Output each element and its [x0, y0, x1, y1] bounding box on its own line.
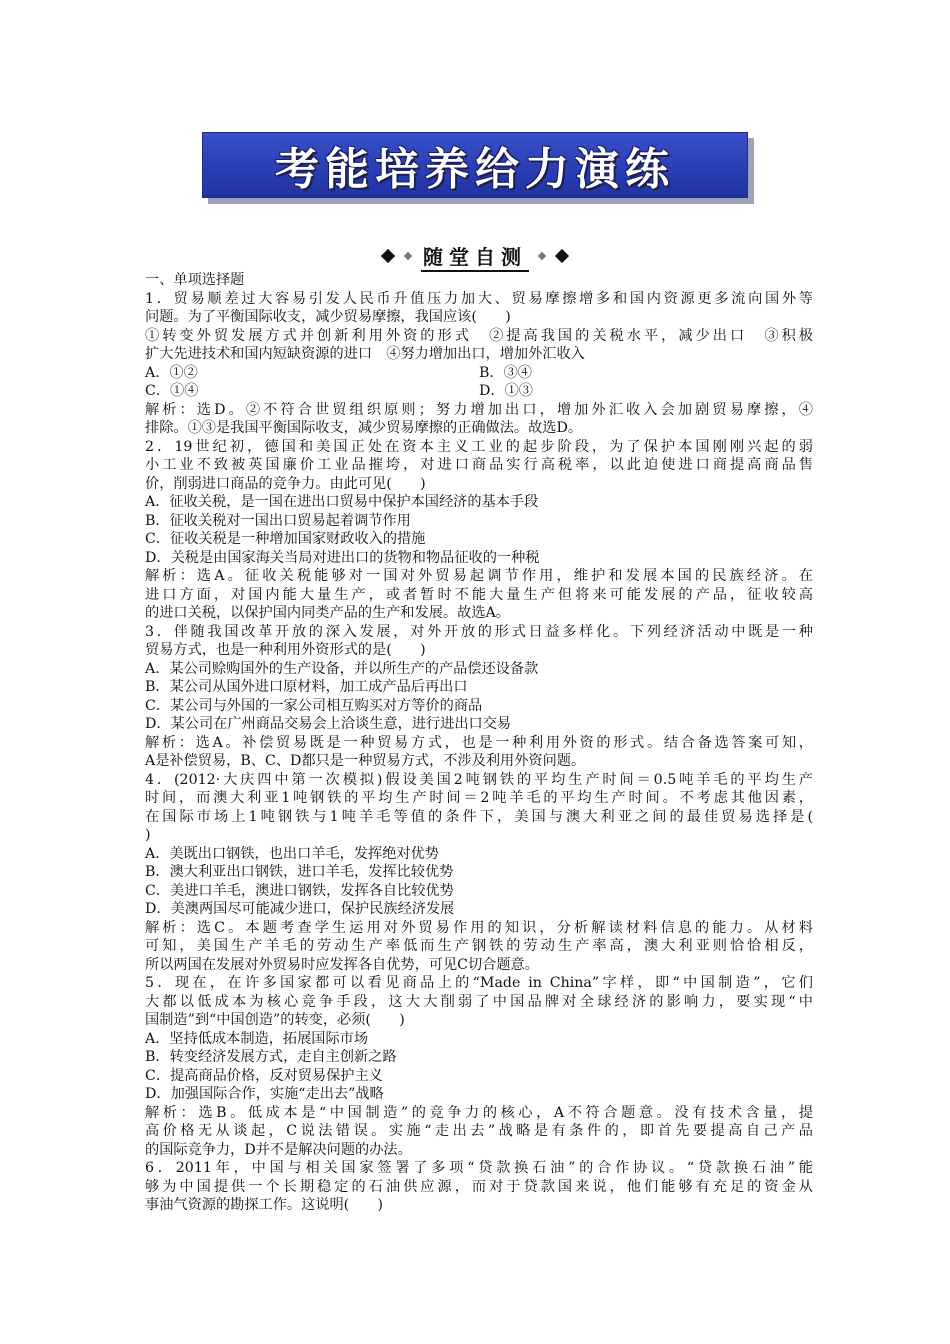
text-line: 价，削弱进口商品的竞争力。由此可见( ): [145, 475, 426, 492]
small-diamond-icon: [404, 252, 412, 260]
text-line: D．某公司在广州商品交易会上洽谈生意，进行进出口交易: [145, 716, 512, 732]
text-line: 解析：选D。②不符合世贸组织原则；努力增加出口，增加外汇收入会加剧贸易摩擦，④: [145, 401, 813, 418]
text-line: C．征收关税是一种增加国家财政收入的措施: [145, 531, 426, 547]
text-line: B．某公司从国外进口原材料，加工成产品后再出口: [145, 679, 468, 695]
question-content: [145, 271, 813, 1215]
text-line: C．某公司与外国的一家公司相互购买对方等价的商品: [145, 697, 483, 714]
text-line: 3．伴随我国改革开放的深入发展，对外开放的形式日益多样化。下列经济活动中既是一种: [145, 623, 813, 640]
text-line: D．关税是由国家海关当局对进出口的货物和物品征收的一种税: [145, 549, 540, 566]
text-line: 进口方面，对国内能大量生产，或者暂时不能大量生产但将来可能发展的产品，征收较高: [145, 586, 813, 603]
section-title: 随堂自测: [421, 241, 529, 272]
text-line: A是补偿贸易，B、C、D都只是一种贸易方式，不涉及利用外资问题。: [145, 753, 586, 769]
section-header: [370, 242, 580, 270]
text-line: 贸易方式，也是一种利用外资形式的是( ): [145, 642, 426, 658]
diamond-icon: [381, 249, 395, 263]
text-line: 的进口关税，以保护国内同类产品的生产和发展。故选A。: [145, 605, 510, 621]
text-line: D．美澳两国尽可能减少进口，保护民族经济发展: [145, 901, 455, 917]
option-row: [145, 382, 813, 401]
text-line: 排除。①③是我国平衡国际收支，减少贸易摩擦的正确做法。故选D。: [145, 420, 583, 436]
text-line: 问题。为了平衡国际收支，减少贸易摩擦，我国应该( ): [145, 309, 511, 325]
small-diamond-icon: [538, 252, 546, 260]
text-line: C．提高商品价格，反对贸易保护主义: [145, 1067, 383, 1084]
text-line: 5．现在，在许多国家都可以看见商品上的“Made in China”字样，即“中国制造”，它们: [145, 975, 813, 991]
banner-title: 考能培养给力演练: [275, 144, 675, 195]
text-line: 2．19世纪初，德国和美国正处在资本主义工业的起步阶段，为了保护本国刚刚兴起的弱: [145, 438, 813, 455]
text-line: 时间，而澳大利亚1吨钢铁的平均生产时间＝2吨羊毛的平均生产时间。不考虑其他因素，: [145, 790, 813, 806]
text-line: 解析：选A。征收关税能够对一国对外贸易起调节作用，维护和发展本国的民族经济。在: [145, 568, 813, 584]
text-line: 国制造”到“中国创造”的转变，必须( ): [145, 1012, 405, 1028]
text-line: 解析：选C。本题考查学生运用对外贸易作用的知识，分析解读材料信息的能力。从材料: [145, 919, 813, 936]
text-line: B．转变经济发展方式，走自主创新之路: [145, 1049, 397, 1065]
option-right: B．③④: [479, 364, 532, 381]
text-line: 的国际竞争力，D并不是解决问题的办法。: [145, 1141, 412, 1158]
text-line: 够为中国提供一个长期稳定的石油供应源，而对于贷款国来说，他们能够有充足的资金从: [145, 1178, 813, 1195]
text-line: D．加强国际合作，实施“走出去”战略: [145, 1086, 384, 1102]
option-left: C．①④: [145, 383, 199, 399]
text-line: B．征收关税对一国出口贸易起着调节作用: [145, 512, 411, 529]
text-line: A．征收关税，是一国在进出口贸易中保护本国经济的基本手段: [145, 494, 539, 510]
text-line: 扩大先进技术和国内短缺资源的进口 ④努力增加出口，增加外汇收入: [145, 346, 585, 362]
diamond-icon: [555, 249, 569, 263]
text-line: 所以两国在发展对外贸易时应发挥各自优势，可见C切合题意。: [145, 956, 539, 973]
text-line: 可知，美国生产羊毛的劳动生产率低而生产钢铁的劳动生产率高，澳大利亚则恰恰相反，: [145, 938, 813, 954]
text-line: 一、单项选择题: [145, 272, 245, 288]
text-line: ①转变外贸发展方式并创新利用外资的形式 ②提高我国的关税水平，减少出口 ③积极: [145, 327, 813, 344]
banner-box: [202, 132, 748, 198]
text-line: ): [145, 827, 151, 843]
text-line: 4．(2012·大庆四中第一次模拟)假设美国2吨钢铁的平均生产时间＝0.5吨羊毛的平均生产: [145, 771, 813, 788]
text-line: 高价格无从谈起，C说法错误。实施“走出去”战略是有条件的，即首先要提高自己产品: [145, 1123, 813, 1139]
text-line: 6．2011年，中国与相关国家签署了多项“贷款换石油”的合作协议。“贷款换石油”能: [145, 1160, 813, 1176]
banner: [202, 132, 748, 198]
text-line: 大都以低成本为核心竞争手段，这大大削弱了中国品牌对全球经济的影响力，要实现“中: [145, 993, 813, 1010]
text-line: 小工业不致被英国廉价工业品摧垮，对进口商品实行高税率，以此迫使进口商提高商品售: [145, 457, 813, 473]
text-line: A．美既出口钢铁，也出口羊毛，发挥绝对优势: [145, 845, 439, 862]
text-line: 1．贸易顺差过大容易引发人民币升值压力加大、贸易摩擦增多和国内资源更多流向国外等: [145, 290, 813, 307]
option-left: A．①②: [145, 364, 198, 381]
option-right: D．①③: [479, 383, 533, 399]
text-line: 事油气资源的勘探工作。这说明( ): [145, 1197, 384, 1213]
option-row: [145, 364, 813, 383]
text-line: B．澳大利亚出口钢铁，进口羊毛，发挥比较优势: [145, 864, 454, 880]
text-line: 在国际市场上1吨钢铁与1吨羊毛等值的条件下，美国与澳大利亚之间的最佳贸易选择是(: [145, 808, 813, 825]
text-line: A．坚持低成本制造，拓展国际市场: [145, 1030, 369, 1047]
text-line: 解析：选B。低成本是“中国制造”的竞争力的核心，A不符合题意。没有技术含量，提: [145, 1104, 813, 1121]
text-line: 解析：选A。补偿贸易既是一种贸易方式，也是一种利用外资的形式。结合备选答案可知，: [145, 734, 813, 751]
text-line: A．某公司赊购国外的生产设备，并以所生产的产品偿还设备款: [145, 660, 539, 677]
text-line: C．美进口羊毛，澳进口钢铁，发挥各自比较优势: [145, 882, 454, 899]
